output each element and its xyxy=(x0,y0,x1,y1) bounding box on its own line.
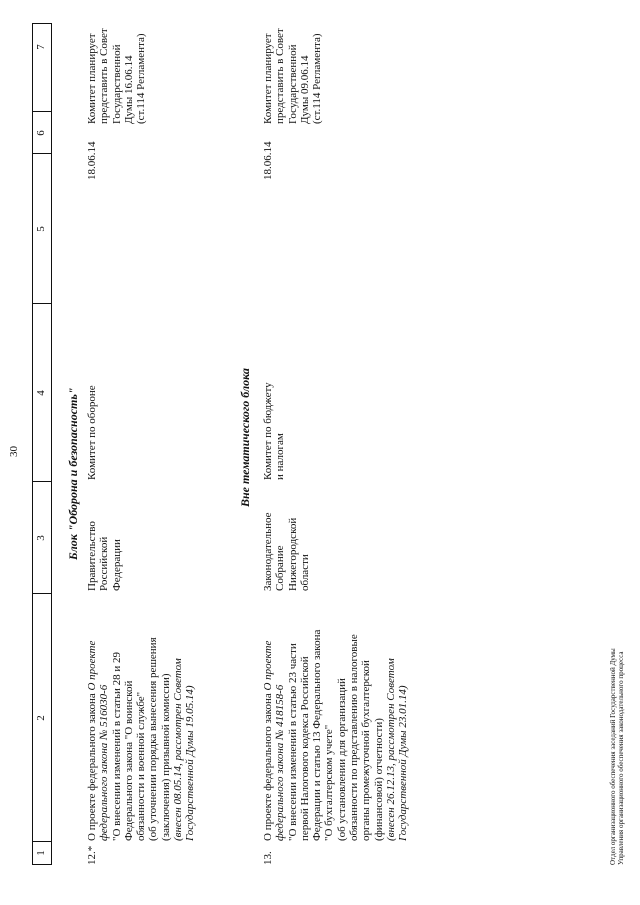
footer xyxy=(609,648,625,865)
bill-description xyxy=(86,597,197,841)
remark xyxy=(86,14,147,124)
bill-line: (об установлении для организаций xyxy=(335,678,348,841)
bill-line: "О внесении изменений в статью 23 части xyxy=(286,643,299,841)
bill-line: "О бухгалтерском учете" xyxy=(323,724,336,841)
initiator-line: области xyxy=(298,554,311,591)
bill-line: обязанности и военной службе" xyxy=(135,691,148,841)
bill-line: (заключения) призывной комиссии) xyxy=(159,673,172,841)
column-divider xyxy=(33,593,51,594)
committee-line: и налогам xyxy=(274,433,287,480)
page-number: 30 xyxy=(8,446,20,457)
bill-number: О проекте федерального закона № 516030-6 xyxy=(86,640,111,841)
remark-line: представить в Совет xyxy=(274,28,287,124)
section-title-defense: Блок "Оборона и безопасность" xyxy=(66,387,80,560)
bill-line: "О внесении изменений в статьи 28 и 29 xyxy=(110,651,123,841)
initiator-line: Правительство xyxy=(86,521,98,591)
column-divider xyxy=(33,481,51,482)
bill-line: (финансовой) отчетности) xyxy=(372,718,385,841)
initiator-line: Собрание xyxy=(274,545,287,591)
footer-line: Управления организационного обеспечения законодательного процесса xyxy=(617,651,625,865)
footer-line: Отдел организационного обеспечения заседаний Государственной Думы xyxy=(609,648,617,865)
bill-line: обязанности по представлению в налоговые xyxy=(348,634,361,841)
section-title-outside: Вне тематического блока xyxy=(238,368,252,507)
remark-line: Комитет планирует xyxy=(262,33,274,124)
row-number: 12.* xyxy=(86,845,98,865)
committee xyxy=(86,320,98,480)
column-divider xyxy=(33,153,51,154)
bill-description xyxy=(262,597,410,841)
initiator xyxy=(86,491,123,591)
bill-note: Государственной Думы 19.05.14) xyxy=(184,685,197,841)
bill-line: Федерального закона "О воинской xyxy=(122,680,135,841)
bill-note: (внесен 26.12.13, рассмотрен Советом xyxy=(384,658,397,841)
committee-line: Комитет по обороне xyxy=(86,385,98,480)
bill-title-prefix: О проекте федерального закона xyxy=(86,690,98,841)
review-date: 18.06.14 xyxy=(86,141,98,180)
remark-line: (ст.114 Регламента) xyxy=(135,33,148,124)
remark-line: Комитет планирует xyxy=(86,33,98,124)
initiator-line: Федерации xyxy=(110,539,123,591)
bill-line: (об уточнении порядка вынесения решения xyxy=(147,637,160,841)
column-number: 5 xyxy=(35,226,47,232)
column-number: 1 xyxy=(35,850,47,856)
remark-line: представить в Совет xyxy=(98,28,111,124)
initiator-line: Российской xyxy=(98,536,111,591)
row-number: 13. xyxy=(262,851,274,865)
committee xyxy=(262,320,287,480)
initiator-line: Законодательное xyxy=(262,512,274,591)
column-header-row xyxy=(32,23,52,865)
bill-note: Государственной Думы 23.01.14) xyxy=(397,685,410,841)
column-number: 4 xyxy=(35,390,47,396)
bill-number: О проекте федерального закона № 418158-6 xyxy=(262,640,287,841)
committee-line: Комитет по бюджету xyxy=(262,382,274,480)
bill-title-prefix: О проекте федерального закона xyxy=(262,690,274,841)
remark-line: Государственной xyxy=(286,44,299,124)
remark xyxy=(262,14,323,124)
column-number: 7 xyxy=(35,44,47,50)
remark-line: Думы 16.06.14 xyxy=(122,55,135,124)
bill-line: Федерации и статью 13 Федерального закона xyxy=(311,629,324,841)
bill-line: органы промежуточной бухгалтерской xyxy=(360,660,373,841)
initiator-line: Нижегородской xyxy=(286,517,299,591)
column-divider xyxy=(33,111,51,112)
column-number: 6 xyxy=(35,130,47,136)
column-number: 3 xyxy=(35,535,47,541)
remark-line: (ст.114 Регламента) xyxy=(311,33,324,124)
remark-line: Думы 09.06.14 xyxy=(298,55,311,124)
bill-note: (внесен 08.05.14, рассмотрен Советом xyxy=(172,658,185,841)
review-date: 18.06.14 xyxy=(262,141,274,180)
column-divider xyxy=(33,841,51,842)
remark-line: Государственной xyxy=(110,44,123,124)
column-divider xyxy=(33,303,51,304)
column-number: 2 xyxy=(35,715,47,721)
initiator xyxy=(262,491,311,591)
bill-line: первой Налогового кодекса Российской xyxy=(298,656,311,841)
